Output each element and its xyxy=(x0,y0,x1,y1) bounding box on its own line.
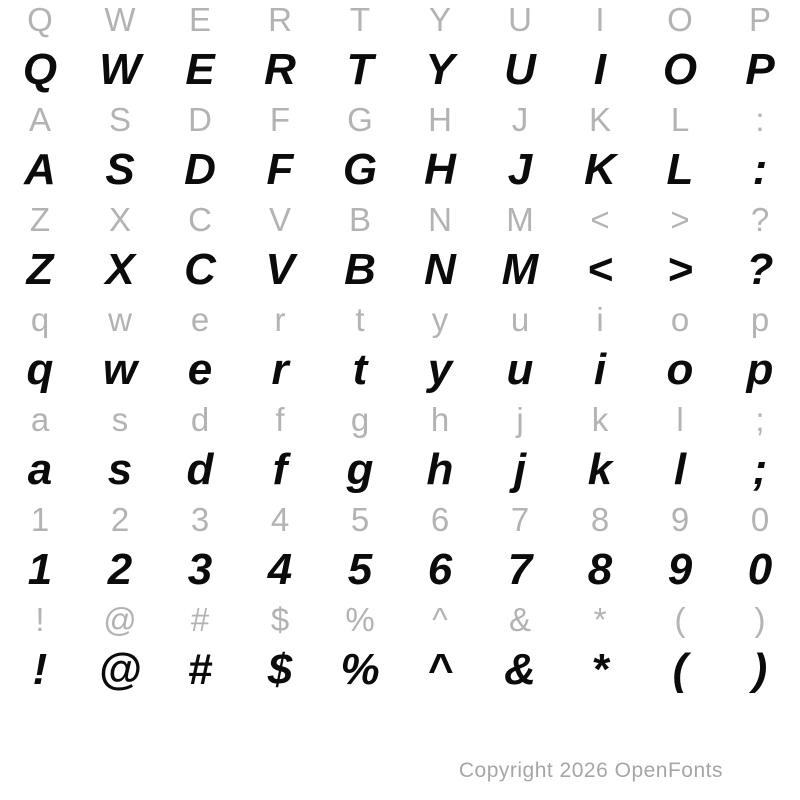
glyph-muted: 4 xyxy=(270,501,290,538)
glyph-muted: X xyxy=(108,201,131,238)
glyph-muted: t xyxy=(355,301,365,338)
glyph-emphasis: w xyxy=(102,345,138,394)
glyph-muted: C xyxy=(188,201,212,238)
glyph-emphasis: ( xyxy=(672,645,688,694)
glyph-muted: p xyxy=(750,301,770,338)
glyph-emphasis: L xyxy=(666,145,694,194)
glyph-muted: B xyxy=(348,201,371,238)
glyph-emphasis: h xyxy=(426,445,454,494)
glyph-muted: D xyxy=(188,101,212,138)
glyph-emphasis: T xyxy=(346,45,374,94)
glyph-muted: d xyxy=(190,401,210,438)
glyph-muted: s xyxy=(111,401,129,438)
glyph-muted: T xyxy=(349,1,371,38)
glyph-muted: K xyxy=(588,101,611,138)
specimen-pair-digits-row xyxy=(0,500,800,600)
glyph-emphasis: 3 xyxy=(187,545,213,594)
glyph-muted: A xyxy=(28,101,51,138)
glyph-muted: ! xyxy=(35,601,45,638)
glyph-muted: l xyxy=(676,401,684,438)
specimen-row-emphasis-uppercase-home-row xyxy=(0,140,800,200)
glyph-muted: q xyxy=(30,301,50,338)
specimen-pair-symbols-row xyxy=(0,600,800,700)
glyph-muted: j xyxy=(516,401,524,438)
glyph-muted: Q xyxy=(27,1,53,38)
glyph-muted: ? xyxy=(750,201,770,238)
glyph-muted: % xyxy=(345,601,375,638)
glyph-emphasis: 6 xyxy=(427,545,453,594)
specimen-row-emphasis-symbols-row xyxy=(0,640,800,700)
glyph-emphasis: 2 xyxy=(107,545,133,594)
glyph-muted: I xyxy=(595,1,605,38)
glyph-muted: f xyxy=(275,401,285,438)
glyph-emphasis: B xyxy=(344,245,376,294)
specimen-row-muted-uppercase-bottom-row xyxy=(0,200,800,240)
glyph-muted: ) xyxy=(754,601,766,638)
glyph-emphasis: < xyxy=(587,245,613,294)
glyph-emphasis: g xyxy=(346,445,374,494)
glyph-emphasis: S xyxy=(105,145,135,194)
glyph-muted: R xyxy=(268,1,292,38)
glyph-muted: g xyxy=(350,401,370,438)
glyph-emphasis: ? xyxy=(746,245,774,294)
glyph-muted: $ xyxy=(270,601,290,638)
glyph-muted: @ xyxy=(103,601,137,638)
glyph-emphasis: W xyxy=(99,45,141,94)
specimen-row-muted-lowercase-qwerty-row xyxy=(0,300,800,340)
glyph-emphasis: Q xyxy=(22,45,58,94)
glyph-emphasis: q xyxy=(26,345,54,394)
glyph-muted: < xyxy=(590,201,610,238)
glyph-muted: ^ xyxy=(432,601,448,638)
glyph-emphasis: e xyxy=(187,345,213,394)
specimen-row-muted-uppercase-home-row xyxy=(0,100,800,140)
glyph-emphasis: 8 xyxy=(587,545,613,594)
glyph-muted: O xyxy=(667,1,693,38)
glyph-emphasis: > xyxy=(667,245,693,294)
glyph-emphasis: : xyxy=(752,145,768,194)
glyph-muted: r xyxy=(274,301,286,338)
glyph-emphasis: D xyxy=(184,145,216,194)
glyph-muted: U xyxy=(508,1,532,38)
glyph-emphasis: 4 xyxy=(267,545,293,594)
specimen-row-muted-lowercase-home-row xyxy=(0,400,800,440)
glyph-emphasis: G xyxy=(342,145,378,194)
glyph-emphasis: t xyxy=(352,345,368,394)
glyph-emphasis: ^ xyxy=(427,645,453,694)
glyph-emphasis: @ xyxy=(98,645,142,694)
glyph-emphasis: j xyxy=(513,445,527,494)
glyph-muted: y xyxy=(431,301,449,338)
glyph-emphasis: V xyxy=(265,245,295,294)
glyph-muted: 6 xyxy=(430,501,450,538)
glyph-muted: M xyxy=(506,201,534,238)
glyph-emphasis: I xyxy=(593,45,607,94)
glyph-muted: ( xyxy=(674,601,686,638)
glyph-muted: h xyxy=(430,401,450,438)
glyph-muted: * xyxy=(593,601,607,638)
glyph-emphasis: E xyxy=(185,45,215,94)
glyph-emphasis: Y xyxy=(425,45,455,94)
glyph-emphasis: i xyxy=(593,345,607,394)
glyph-muted: V xyxy=(268,201,291,238)
specimen-pair-uppercase-qwerty-row xyxy=(0,0,800,100)
glyph-emphasis: $ xyxy=(267,645,293,694)
glyph-muted: W xyxy=(104,1,136,38)
glyph-muted: Z xyxy=(29,201,51,238)
glyph-muted: J xyxy=(511,101,529,138)
glyph-emphasis: r xyxy=(271,345,289,394)
glyph-muted: 3 xyxy=(190,501,210,538)
glyph-emphasis: o xyxy=(666,345,694,394)
glyph-emphasis: k xyxy=(587,445,613,494)
glyph-muted: 9 xyxy=(670,501,690,538)
glyph-muted: i xyxy=(596,301,604,338)
specimen-pair-uppercase-bottom-row xyxy=(0,200,800,300)
glyph-muted: o xyxy=(670,301,690,338)
glyph-muted: 0 xyxy=(750,501,770,538)
glyph-emphasis: Z xyxy=(26,245,54,294)
specimen-row-muted-uppercase-qwerty-row xyxy=(0,0,800,40)
specimen-row-emphasis-digits-row xyxy=(0,540,800,600)
specimen-pair-lowercase-qwerty-row xyxy=(0,300,800,400)
glyph-emphasis: u xyxy=(506,345,534,394)
glyph-muted: ; xyxy=(755,401,765,438)
glyph-emphasis: 9 xyxy=(667,545,693,594)
glyph-muted: L xyxy=(670,101,690,138)
glyph-muted: 7 xyxy=(510,501,530,538)
glyph-emphasis: l xyxy=(673,445,687,494)
glyph-emphasis: 5 xyxy=(347,545,373,594)
specimen-row-emphasis-lowercase-home-row xyxy=(0,440,800,500)
specimen-pair-lowercase-home-row xyxy=(0,400,800,500)
glyph-emphasis: ! xyxy=(32,645,48,694)
glyph-emphasis: K xyxy=(584,145,616,194)
glyph-emphasis: 7 xyxy=(507,545,533,594)
specimen-row-emphasis-uppercase-qwerty-row xyxy=(0,40,800,100)
copyright-notice: Copyright 2026 OpenFonts xyxy=(458,759,723,782)
glyph-emphasis: a xyxy=(27,445,53,494)
glyph-emphasis: & xyxy=(504,645,536,694)
glyph-muted: 8 xyxy=(590,501,610,538)
glyph-muted: G xyxy=(347,101,373,138)
specimen-pair-uppercase-home-row xyxy=(0,100,800,200)
glyph-emphasis: f xyxy=(272,445,288,494)
glyph-emphasis: R xyxy=(264,45,296,94)
glyph-muted: 2 xyxy=(110,501,130,538)
glyph-emphasis: U xyxy=(504,45,536,94)
glyph-emphasis: F xyxy=(266,145,294,194)
glyph-emphasis: y xyxy=(427,345,453,394)
specimen-row-emphasis-uppercase-bottom-row xyxy=(0,240,800,300)
glyph-emphasis: 0 xyxy=(747,545,773,594)
glyph-emphasis: A xyxy=(24,145,56,194)
glyph-emphasis: # xyxy=(187,645,213,694)
glyph-emphasis: M xyxy=(501,245,539,294)
glyph-emphasis: d xyxy=(186,445,214,494)
glyph-emphasis: P xyxy=(745,45,775,94)
glyph-muted: Y xyxy=(428,1,451,38)
glyph-muted: a xyxy=(30,401,50,438)
glyph-muted: E xyxy=(188,1,211,38)
glyph-muted: > xyxy=(670,201,690,238)
glyph-muted: 5 xyxy=(350,501,370,538)
glyph-emphasis: % xyxy=(340,645,380,694)
glyph-muted: H xyxy=(428,101,452,138)
glyph-muted: w xyxy=(108,301,132,338)
glyph-emphasis: * xyxy=(591,645,609,694)
glyph-muted: & xyxy=(508,601,531,638)
glyph-muted: k xyxy=(591,401,609,438)
glyph-muted: # xyxy=(190,601,210,638)
glyph-emphasis: N xyxy=(424,245,456,294)
glyph-muted: P xyxy=(748,1,771,38)
glyph-emphasis: p xyxy=(746,345,774,394)
specimen-row-muted-symbols-row xyxy=(0,600,800,640)
glyph-emphasis: J xyxy=(507,145,533,194)
glyph-emphasis: ) xyxy=(752,645,768,694)
glyph-emphasis: s xyxy=(107,445,133,494)
glyph-muted: u xyxy=(510,301,530,338)
glyph-muted: : xyxy=(755,101,765,138)
glyph-emphasis: C xyxy=(184,245,216,294)
glyph-muted: 1 xyxy=(30,501,50,538)
glyph-muted: e xyxy=(190,301,210,338)
glyph-muted: F xyxy=(269,101,291,138)
glyph-muted: N xyxy=(428,201,452,238)
glyph-emphasis: X xyxy=(105,245,135,294)
glyph-emphasis: O xyxy=(662,45,698,94)
glyph-emphasis: ; xyxy=(752,445,768,494)
specimen-row-muted-digits-row xyxy=(0,500,800,540)
glyph-emphasis: 1 xyxy=(27,545,53,594)
specimen-row-emphasis-lowercase-qwerty-row xyxy=(0,340,800,400)
glyph-muted: S xyxy=(108,101,131,138)
glyph-emphasis: H xyxy=(424,145,456,194)
